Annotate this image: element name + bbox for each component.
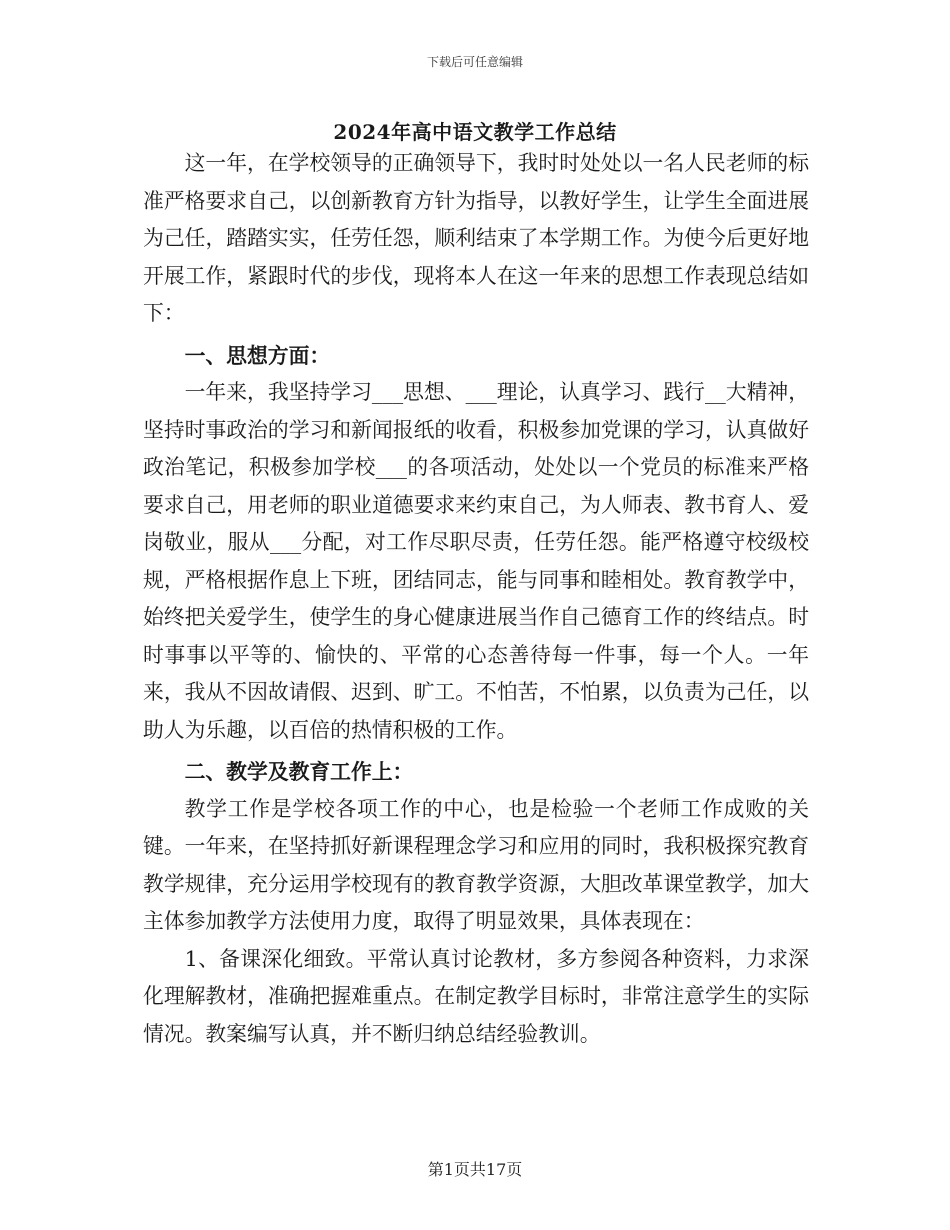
document-body: [143, 145, 809, 1053]
section-heading-ideology: 一、思想方面：: [184, 342, 331, 368]
page-header-note: 下载后可任意编辑: [426, 55, 523, 69]
document-title: 2024年高中语文教学工作总结: [333, 120, 617, 144]
page-number: 第1页共17页: [427, 1160, 523, 1179]
paragraph-intro: 这一年，在学校领导的正确领导下，我时时处处以一名人民老师的标准严格要求自己，以创新教育方针为指导，以教好学生，让学生全面进展为己任，踏踏实实，任劳任怨，顺利结束了本学期工作。为使今后更好地开展工作，紧跟时代的步伐，现将本人在这一年来的思想工作表现总结如下：: [143, 151, 809, 325]
paragraph-lesson-prep: 1、备课深化细致。平常认真讨论教材，多方参阅各种资料，力求深化理解教材，准确把握难重点。在制定教学目标时，非常注意学生的实际情况。教案编写认真，并不断归纳总结经验教训。: [143, 946, 809, 1046]
paragraph-ideology: 一年来，我坚持学习___思想、___理论，认真学习、践行__大精神，坚持时事政治的学习和新闻报纸的收看，积极参加党课的学习，认真做好政治笔记，积极参加学校___的各项活动，处处以一个党员的标准来严格要求自己，用老师的职业道德要求来约束自己，为人师表、教书育人、爱岗敬业，服从___分配，对工作尽职尽责，任劳任怨。能严格遵守校级校规，严格根据作息上下班，团结同志，能与同事和睦相处。教育教学中，始终把关爱学生，使学生的身心健康进展当作自己德育工作的终结点。时时事事以平等的、愉快的、平常的心态善待每一件事，每一个人。一年来，我从不因故请假、迟到、旷工。不怕苦，不怕累，以负责为己任，以助人为乐趣，以百倍的热情积极的工作。: [143, 380, 809, 742]
section-heading-teaching: 二、教学及教育工作上：: [184, 759, 414, 784]
paragraph-teaching: 教学工作是学校各项工作的中心，也是检验一个老师工作成败的关键。一年来，在坚持抓好新课程理念学习和应用的同时，我积极探究教育教学规律，充分运用学校现有的教育教学资源，大胆改革课堂教学，加大主体参加教学方法使用力度，取得了明显效果，具体表现在：: [143, 796, 809, 933]
